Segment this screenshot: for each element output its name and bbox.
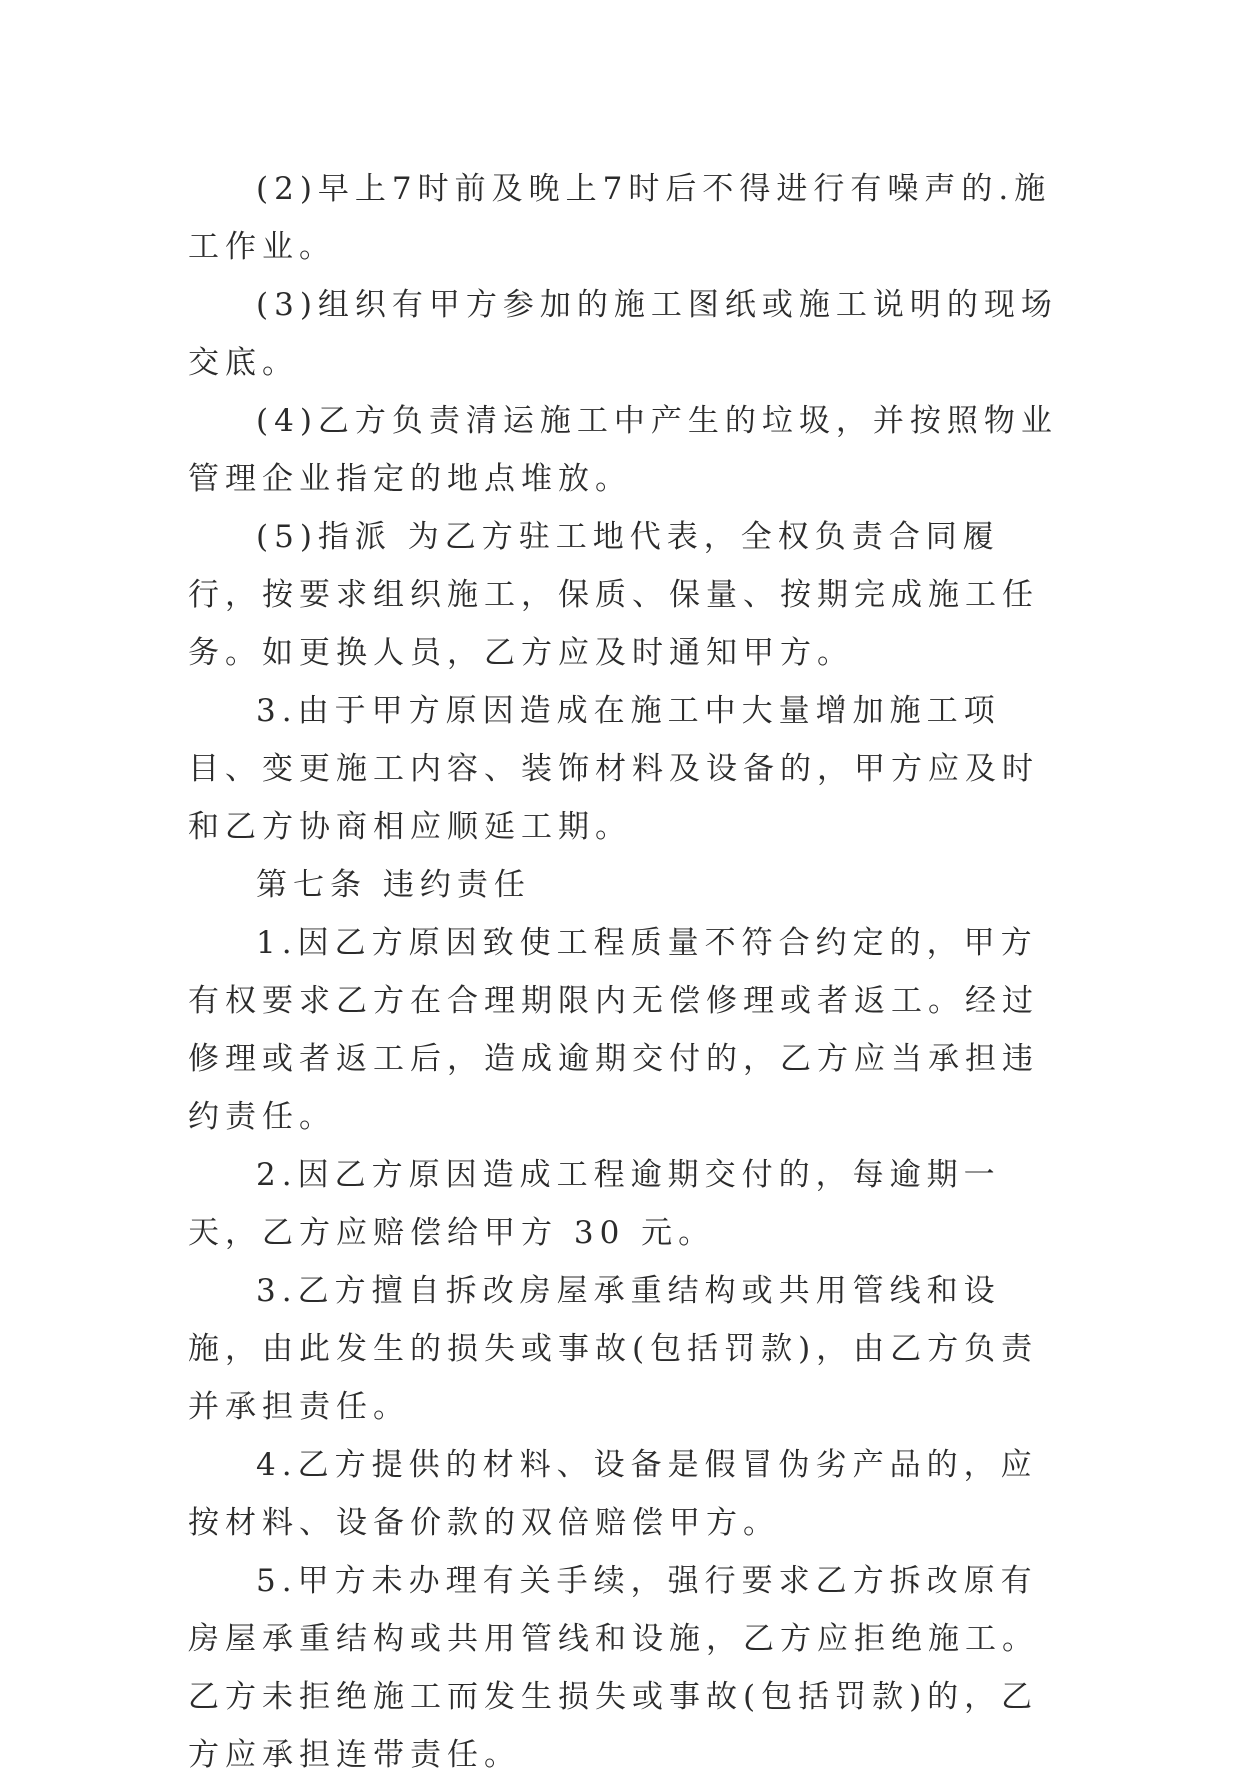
paragraph-noise-restriction: (2)早上7时前及晚上7时后不得进行有噪声的.施工作业。 <box>188 171 1052 265</box>
paragraph-counterfeit-materials: 4.乙方提供的材料、设备是假冒伪劣产品的，应按材料、设备价款的双倍赔偿甲方。 <box>188 1447 1038 1541</box>
paragraph-structural-alteration: 3.乙方擅自拆改房屋承重结构或共用管线和设施，由此发生的损失或事故(包括罚款)，由乙方负责并承担责任。 <box>188 1273 1039 1425</box>
section-heading-breach: 第七条 违约责任 <box>256 867 531 903</box>
paragraph-waste-removal: (4)乙方负责清运施工中产生的垃圾，并按照物业管理企业指定的地点堆放。 <box>188 403 1058 497</box>
paragraph-site-representative: (5)指派 为乙方驻工地代表，全权负责合同履行，按要求组织施工，保质、保量、按期完成施工任务。如更换人员，乙方应及时通知甲方。 <box>188 519 1039 671</box>
paragraph-site-briefing: (3)组织有甲方参加的施工图纸或施工说明的现场交底。 <box>188 287 1058 381</box>
paragraph-quality-breach: 1.因乙方原因致使工程质量不符合约定的，甲方有权要求乙方在合理期限内无偿修理或者返工。经过修理或者返工后，造成逾期交付的，乙方应当承担违约责任。 <box>188 925 1039 1135</box>
paragraph-delay-penalty: 2.因乙方原因造成工程逾期交付的，每逾期一天，乙方应赔偿给甲方 30 元。 <box>188 1157 1001 1251</box>
document-body <box>188 160 1068 1784</box>
paragraph-unauthorized-alteration: 5.甲方未办理有关手续，强行要求乙方拆改原有房屋承重结构或共用管线和设施，乙方应拒绝施工。乙方未拒绝施工而发生损失或事故(包括罚款)的，乙方应承担连带责任。 <box>188 1563 1039 1773</box>
paragraph-schedule-extension: 3.由于甲方原因造成在施工中大量增加施工项目、变更施工内容、装饰材料及设备的，甲方应及时和乙方协商相应顺延工期。 <box>188 693 1039 845</box>
